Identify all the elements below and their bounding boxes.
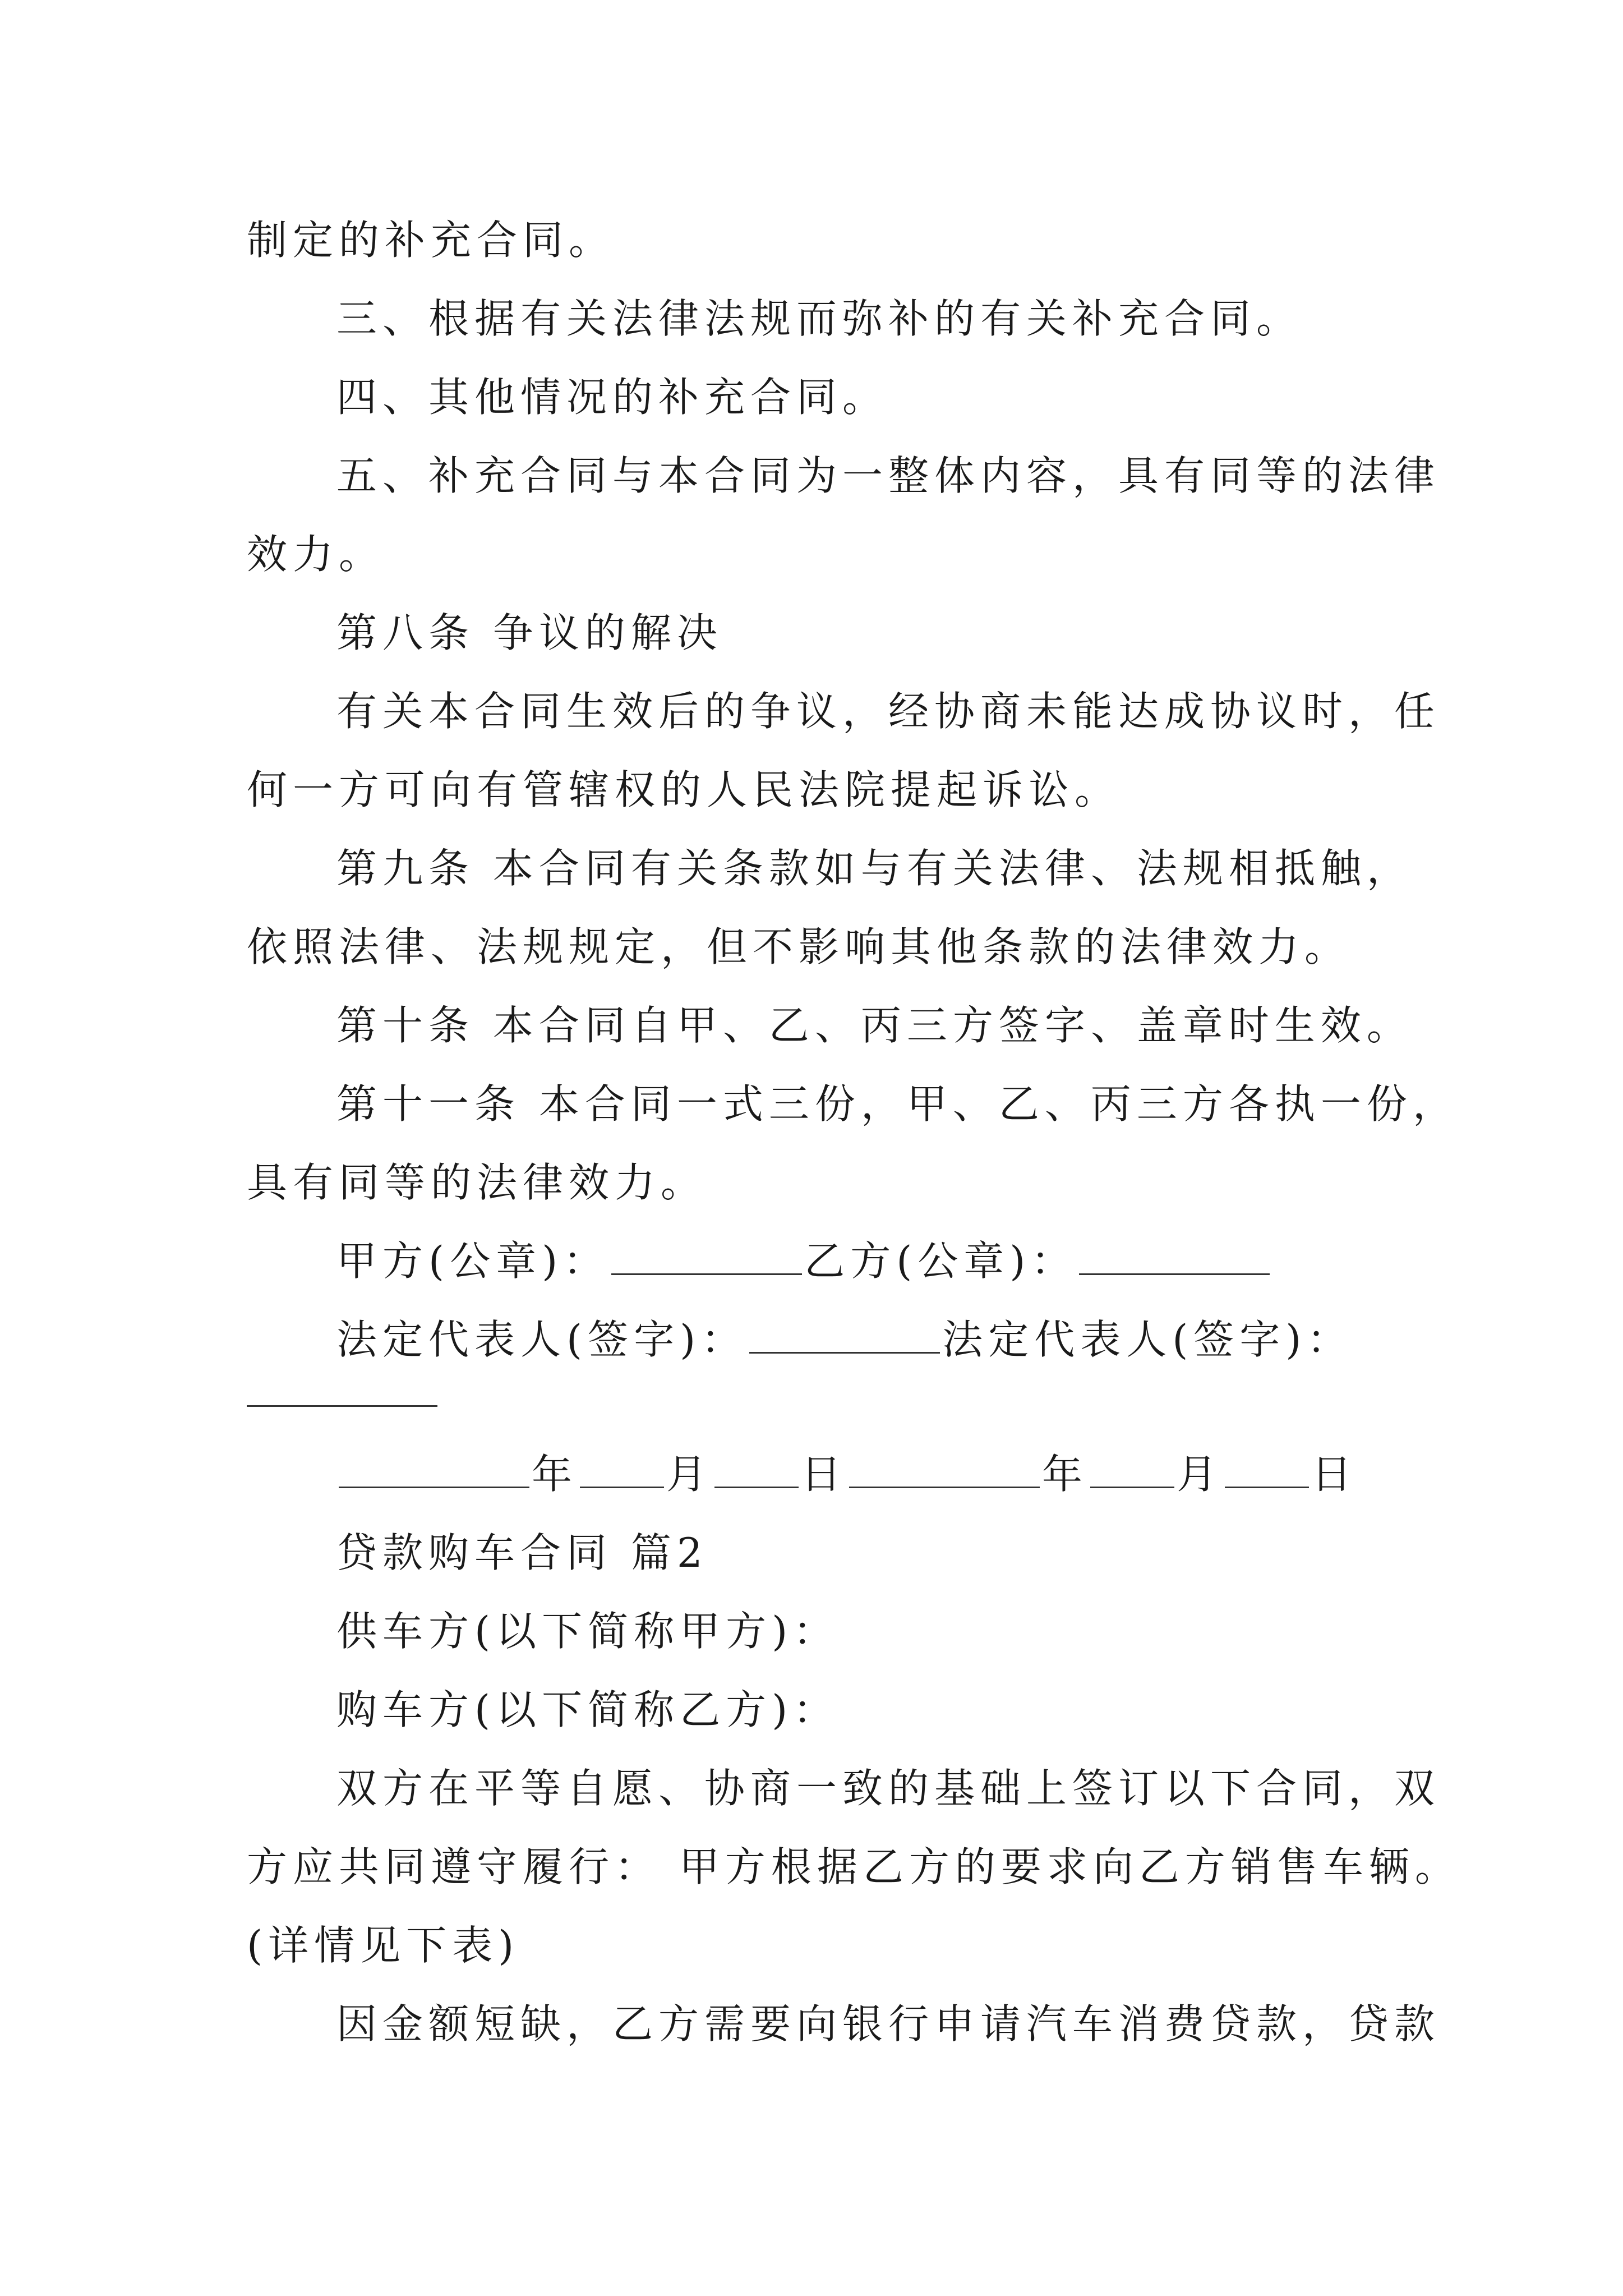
text-line: 制定的补充合同。 (247, 217, 615, 264)
day-blank (714, 1447, 799, 1488)
section-title: 贷款购车合同 篇2 (336, 1529, 708, 1576)
month-blank (1090, 1447, 1174, 1488)
supplier-line: 供车方(以下简称甲方)： (336, 1608, 840, 1655)
year-label: 年 (1042, 1451, 1089, 1498)
text-line: 具有同等的法律效力。 (247, 1159, 707, 1206)
representative-line (336, 1312, 1353, 1368)
seal-line (336, 1233, 1272, 1289)
party-a-seal-blank (611, 1234, 802, 1275)
text-line: 四、其他情况的补充合同。 (336, 374, 889, 421)
buyer-line: 购车方(以下简称乙方)： (336, 1686, 840, 1733)
text-line: 何一方可向有管辖权的人民法院提起诉讼。 (247, 766, 1121, 813)
text-line: 第九条 本合同有关条款如与有关法律、法规相抵触， (336, 845, 1413, 892)
year-label: 年 (532, 1451, 578, 1498)
rep-label-b: 法定代表人(签字)： (942, 1316, 1353, 1363)
party-b-seal-label: 乙方(公章)： (804, 1237, 1077, 1285)
text-line: 双方在平等自愿、协商一致的基础上签订以下合同，双 (336, 1765, 1441, 1812)
party-a-seal-label: 甲方(公章)： (336, 1237, 610, 1285)
rep-blank-a (749, 1313, 940, 1354)
text-line: 五、补充合同与本合同为一整体内容，具有同等的法律 (336, 452, 1441, 499)
day-label: 日 (1311, 1451, 1358, 1498)
year-blank (849, 1447, 1040, 1488)
text-line: (详情见下表) (247, 1922, 520, 1969)
day-label: 日 (801, 1451, 847, 1498)
party-b-seal-blank (1079, 1234, 1270, 1275)
month-blank (580, 1447, 664, 1488)
text-line: 第十一条 本合同一式三份，甲、乙、丙三方各执一份， (336, 1080, 1459, 1128)
text-line: 有关本合同生效后的争议，经协商未能达成协议时，任 (336, 688, 1441, 735)
text-line: 效力。 (247, 531, 385, 578)
day-blank (1225, 1447, 1309, 1488)
article-heading: 第八条 争议的解决 (336, 609, 723, 656)
year-blank (339, 1447, 529, 1488)
text-line: 三、根据有关法律法规而弥补的有关补充合同。 (336, 295, 1303, 342)
text-line: 依照法律、法规规定，但不影响其他条款的法律效力。 (247, 923, 1351, 970)
month-label: 月 (666, 1451, 713, 1498)
text-line: 方应共同遵守履行： 甲方根据乙方的要求向乙方销售车辆。 (247, 1843, 1461, 1890)
text-line: 因金额短缺，乙方需要向银行申请汽车消费贷款，贷款 (336, 2000, 1441, 2047)
rep-blank-b (247, 1405, 437, 1407)
rep-label-a: 法定代表人(签字)： (336, 1316, 748, 1363)
month-label: 月 (1177, 1451, 1223, 1498)
text-line: 第十条 本合同自甲、乙、丙三方签字、盖章时生效。 (336, 1002, 1413, 1049)
date-line (336, 1446, 1357, 1502)
